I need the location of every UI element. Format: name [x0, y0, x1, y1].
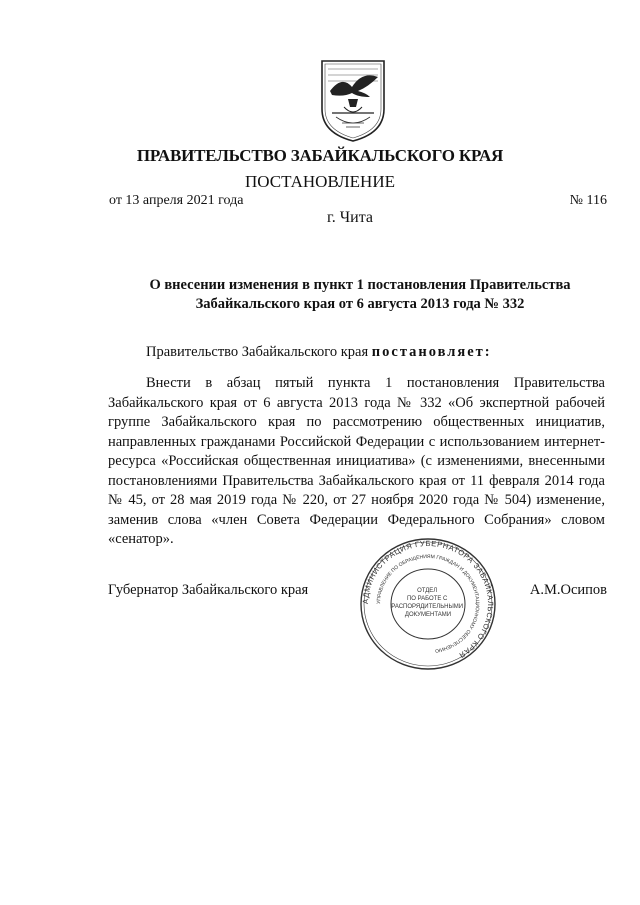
signatory-name: А.М.Осипов: [529, 582, 607, 598]
document-subject: О внесении изменения в пункт 1 постановления Правительства Забайкальского края от 6 августа 2013 года № 332: [149, 277, 571, 312]
stamp-center-line: ПО РАБОТЕ С: [406, 596, 448, 602]
stamp-inner-ring-text: УПРАВЛЕНИЕ ПО ОБРАЩЕНИЯМ ГРАЖДАН И ДОКУМЕНТАЦИОННОМУ ОБЕСПЕЧЕНИЮ: [375, 553, 481, 654]
official-stamp: [358, 536, 498, 672]
preamble: [146, 344, 492, 361]
svg-text:ОТДЕЛ ПО РАБОТЕ С: [391, 588, 465, 618]
stamp-center-line: ДОКУМЕНТАМИ: [404, 612, 452, 618]
preamble-lead: Правительство Забайкальского края: [146, 344, 372, 360]
preamble-verb: постановляет:: [371, 344, 492, 360]
document-city: г. Чита: [326, 209, 373, 226]
signatory-title: Губернатор Забайкальского края: [108, 582, 309, 598]
stamp-center-line: ОТДЕЛ: [417, 588, 438, 594]
coat-of-arms-emblem: [318, 57, 388, 143]
government-title: ПРАВИТЕЛЬСТВО ЗАБАЙКАЛЬСКОГО КРАЯ: [136, 146, 504, 165]
stamp-outer-ring-text: АДМИНИСТРАЦИЯ ГУБЕРНАТОРА ЗАБАЙКАЛЬСКОГО КРАЯ: [360, 538, 496, 661]
document-number: № 116: [569, 193, 607, 208]
document-type: ПОСТАНОВЛЕНИЕ: [244, 172, 395, 191]
stamp-center-line: РАСПОРЯДИТЕЛЬНЫМИ: [391, 604, 464, 610]
resolution-body: Внести в абзац пятый пункта 1 постановления Правительства Забайкальского края от 6 августа 2013 года № 332 «Об экспертной рабочей группе Забайкальского края по рассмотрению общественных инициатив, направленных гражданами Российской Федерации с использованием интернет-ресурса «Российская общественная инициатива» (с изменениями, внесенными постановлениями Правительства Забайкальского края от 11 февраля 2014 года № 45, от 28 мая 2019 года № 220, от 27 ноября 2020 года № 504) изменение, заменив слова «член Совета Федерации Федерального Собрания» словом «сенатор».: [108, 375, 605, 547]
document-date: от 13 апреля 2021 года: [109, 193, 244, 208]
